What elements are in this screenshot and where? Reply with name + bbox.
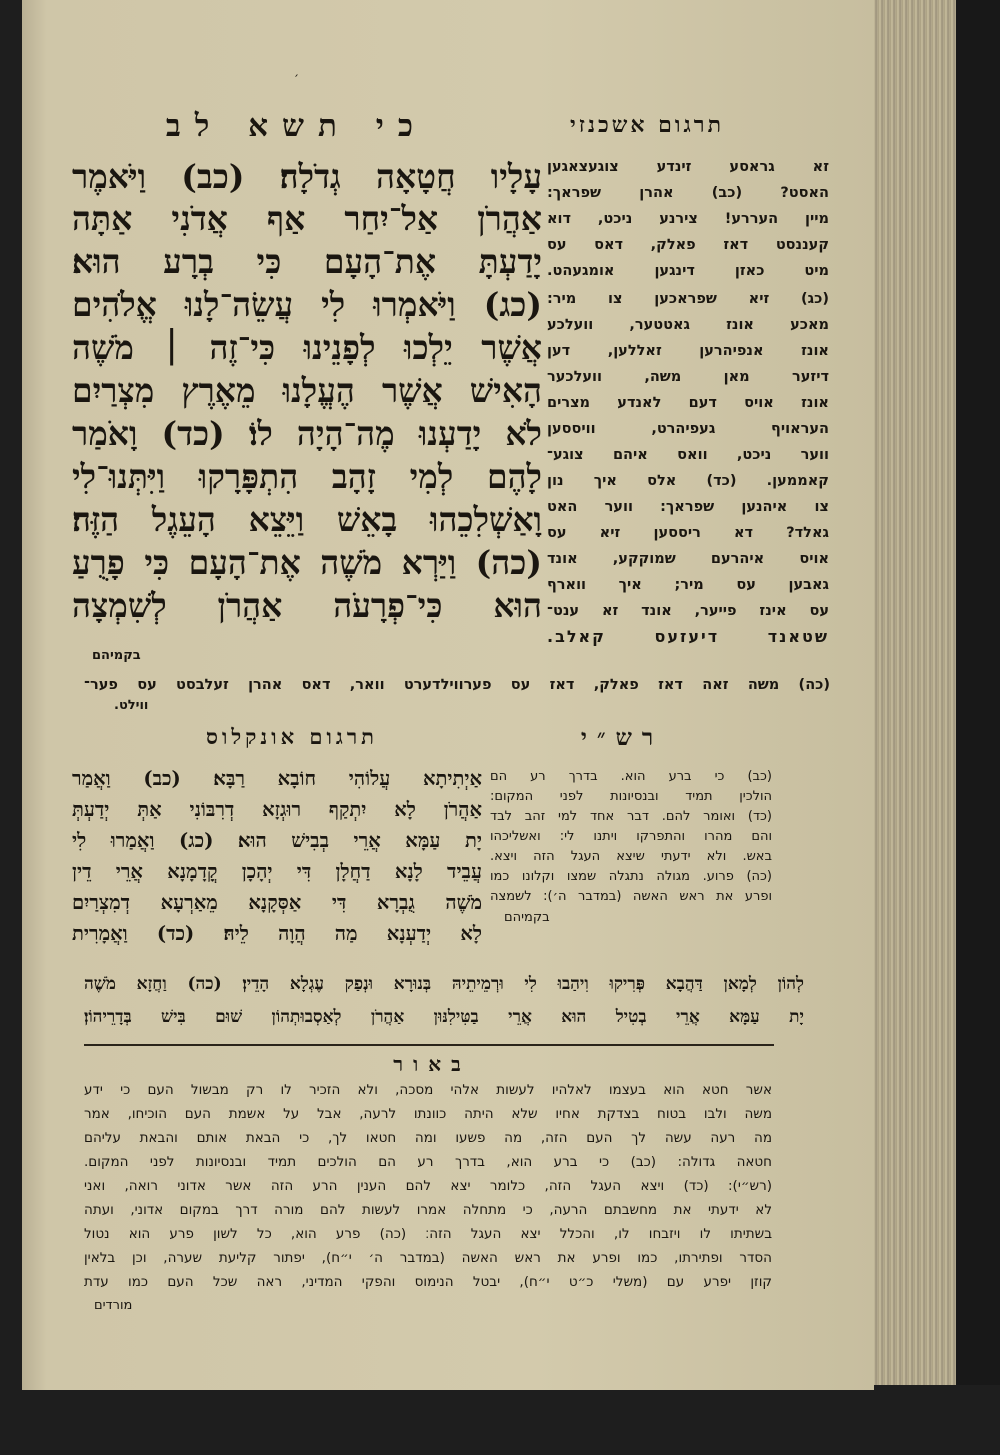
torah-line: אַהֲרֹן אַל־יִחַר אַף אֲדֹנִי אַתָּה (72, 199, 542, 238)
biur-line: בשתיתו לו ויזבחו לו, והכלל יצא העגל הזה׃ (כה) פרע הוא, כל לשון פרע הוא נטול (84, 1226, 772, 1242)
onkelos-line: לָא יְדַעְנָא מַה הֲוָה לֵיהּ׃ (כד) וַאֲמָרִית (72, 922, 482, 945)
torah-line: הָאִישׁ אֲשֶׁר הֶעֱלָנוּ מֵאֶרֶץ מִצְרַיִם (72, 371, 542, 410)
rashi-line: (כה) פרוע. מגולה נתגלה שמצו וקלונו כמו (490, 869, 772, 884)
torah-line: וָאַשְׁלִכֵהוּ בָאֵשׁ וַיֵּצֵא הָעֵגֶל הַזֶּה׃ (72, 500, 542, 539)
rashi-line: ופרע את ראש האשה (במדבר ה׳): לשמצה (490, 889, 772, 904)
rashi-line: (כד) ואומר להם. דבר אחד למי זהב לבד (490, 809, 772, 824)
translation-line: צו איהנען שפראך: ווער האט (547, 499, 829, 515)
torah-line: (כה) וַיַּרְא מֹשֶׁה אֶת־הָעָם כִּי פָרֻעַ (72, 543, 542, 582)
translation-line: קאממען. (כד) אלס איך נון (547, 473, 829, 489)
onkelos-line: אַיְתִיתָא עֲלוֹהִי חוֹבָא רַבָּא׃ (כב) וַאֲמַר (72, 767, 482, 790)
photo-background-bottom (0, 1385, 1000, 1455)
torah-line: עָלָיו חֲטָאָה גְדֹלָה׃ (כב) וַיֹּאמֶר (72, 157, 542, 196)
portion-title: כי תשא לב (165, 108, 427, 144)
biur-line: חטאה גדולה: (כב) כי ברע הוא, בדרך רע הם הולכים תמיד ובנסיונות לפני המקום. (84, 1154, 772, 1170)
translation-line: אונז אנפיהרען זאללען, דען (547, 343, 829, 359)
onkelos-continuation-line: לְהוֹן לְמָאן דַּהֲבָא פְּרִיקוּ וִיהַבוּ לִי וּרְמֵיתֵיהּ בְּנוּרָא וּנְפַק עֶגְלָא הָדֵין׃ (כה) וַחֲזָא מֹשֶׁה (84, 974, 804, 994)
translation-line: מאכע אונז גאטטער, וועלכע (547, 317, 829, 333)
photo-background-right (955, 0, 1000, 1455)
onkelos-line: אַהֲרֹן לָא יִתְקַף רוּגְזָא דְרִבּוֹנִי אַתְּ יְדַעְתְּ (72, 798, 482, 821)
translation-line: ווער ניכט, וואס איהם צוגע־ (547, 447, 829, 463)
onkelos-continuation-line: יָת עַמָּא אֲרֵי בְטִיל הוּא אֲרֵי בַטִּילִנּוּן אַהֲרֹן לְאַסְבוּתְהוֹן שׁוּם בִּישׁ בְּדָרֵיהוֹן׃ (84, 1007, 804, 1027)
torah-line: (כג) וַיֹּאמְרוּ לִי עֲשֵׂה־לָנוּ אֱלֹהִים (72, 285, 542, 324)
onkelos-title: תרגום אונקלוס (206, 724, 378, 749)
translation-title: תרגום אשכנזי (569, 112, 724, 138)
translation-line: העראויף געפיהרט, וויססען (547, 421, 829, 437)
rashi-line: באש. ולא ידעתי שיצא העגל הזה ויצא. (490, 849, 772, 864)
onkelos-line: מֹשֶׁה גֻבְרָא דִּי אַסְּקָנָא מֵאַרְעָא דְמִצְרַיִם (72, 891, 482, 914)
biur-line: קוזן יפרע עם (משלי כ״ט י״ח), יבטל הנימוס והפקי המדיני, ראה שכל העם כמו עדת (84, 1274, 772, 1290)
biur-catchword: מורדים (94, 1298, 133, 1313)
page-mark: ׳ (294, 70, 299, 84)
biur-line: מה רעה עשה לך העם הזה, מה פשעו ומה חטאו לך, כי הבאת אותם והבאת עליהם (84, 1130, 772, 1146)
torah-line: הוּא כִּי־פְרָעֹה אַהֲרֹן לְשִׁמְצָה (72, 586, 542, 625)
torah-line: לֹא יָדַעְנוּ מֶה־הָיָה לוֹ׃ (כד) וָאֹמַר (72, 414, 542, 453)
onkelos-line: עֲבֵיד לָנָא דַחֲלָן דִּי יְהָכָן קֳדָמָנָא אֲרֵי דֵין (72, 860, 482, 883)
book-page-edges (872, 0, 956, 1400)
torah-catchword: בקמיהם (92, 648, 141, 663)
translation-line: אויס איהרעם שמוקקע, אונד (547, 551, 829, 567)
biur-line: משה ולבו בטוח בצדקת אחיו שלא היתה כוונתו לרעה, אבל על אשמת העם הוכיחו, אמר (84, 1106, 772, 1122)
translation-continuation-end: ווילט. (114, 698, 149, 713)
translation-line: שטאנד דיעזעס קאלב. (547, 627, 829, 646)
translation-line: מיט כאזן דינגען אומגעהט. (547, 263, 829, 279)
translation-line: עס אינז פייער, אונד זא ענט־ (547, 603, 829, 619)
book-page (22, 0, 874, 1390)
translation-line: (כג) זיא שפראכען צו מיר: (547, 291, 829, 307)
translation-line: גאבען עס מיר; איך ווארף (547, 577, 829, 593)
translation-line: גאלד? דא ריססען זיא עס (547, 525, 829, 541)
biur-line: הסדר ופתירתו, כמו ופרע את ראש האשה (במדבר ה׳ י״ח), יפתור קליעת שערה, וכן בלאין (84, 1250, 772, 1266)
onkelos-line: יָת עַמָּא אֲרֵי בְבִישׁ הוּא׃ (כג) וַאֲמַרוּ לִי (72, 829, 482, 852)
torah-line: לָהֶם לְמִי זָהָב הִתְפָּרָקוּ וַיִּתְּנוּ־לִי (72, 457, 542, 496)
rashi-title: רש״י (580, 724, 664, 751)
torah-line: יָדַעְתָּ אֶת־הָעָם כִּי בְרָע הוּא׃ (72, 242, 542, 281)
translation-line: קעננסט דאז פאלק, דאס עס (547, 237, 829, 253)
translation-line: דיזער מאן משה, וועלכער (547, 369, 829, 385)
translation-line: אונז אויס דעם לאנדע מצרים (547, 395, 829, 411)
biur-line: לא ידעתי את מחשבתם הרעה, כי מתחלה אמרו לעשות להם מורה דרך במקום אדוני, ועתה (84, 1202, 772, 1218)
biur-line: אשר חטא הוא בעצמו לאלהיו לעשות אלהי מסכה, ולא הזכיר לו רק מבשול העם כי ידע (84, 1082, 772, 1098)
translation-line: זא גראסע זינדע צוגעצאגען (547, 159, 829, 175)
rashi-catchword: בקמיהם (504, 910, 550, 925)
translation-line: האסט? (כב) אהרן שפראך: (547, 185, 829, 201)
photo-background-left (0, 0, 22, 1455)
torah-line: אֲשֶׁר יֵלְכוּ לְפָנֵינוּ כִּי־זֶה ׀ מֹשֶׁה (72, 328, 542, 367)
translation-continuation: (כה) משה זאה דאז פאלק, דאז עס פערווילדערט וואר, דאס אהרן זעלבסט עס פער־ (84, 677, 830, 693)
rashi-line: הולכין תמיד ובנסיונות לפני המקום: (490, 789, 772, 804)
section-divider (84, 1044, 774, 1046)
translation-line: מיין העררע! צירנע ניכט, דוא (547, 211, 829, 227)
biur-title: באור (393, 1052, 471, 1076)
rashi-line: (כב) כי ברע הוא. בדרך רע הם (490, 769, 772, 784)
rashi-line: והם מהרו והתפרקו ויתנו לי: ואשליכהו (490, 829, 772, 844)
biur-line: (רש״י): (כד) ויצא העגל הזה, כלומר יצא להם הענין הרע הזה אשר אדוני רואה, ואני (84, 1178, 772, 1194)
